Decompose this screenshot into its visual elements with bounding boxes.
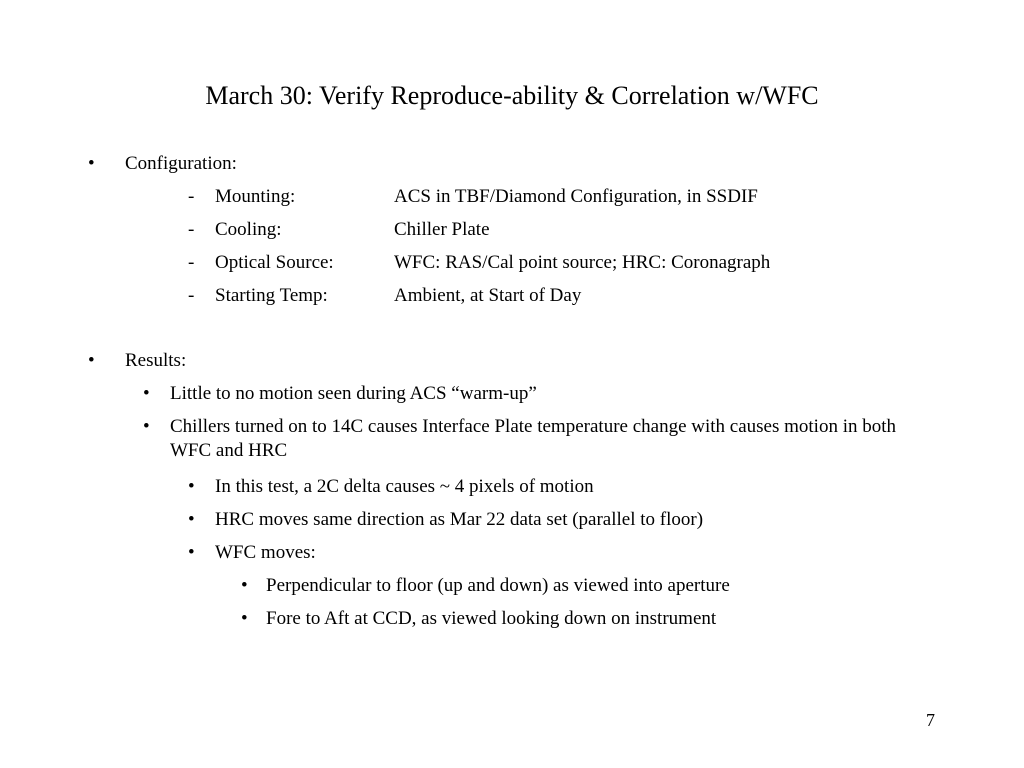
- bullet-icon: •: [143, 383, 150, 404]
- bullet-icon: •: [188, 476, 195, 497]
- results-item-chillers: Chillers turned on to 14C causes Interface Plate temperature change with causes motion in both WFC and HRC: [170, 416, 897, 461]
- dash-icon: -: [188, 285, 195, 306]
- slide-title: March 30: Verify Reproduce-ability & Correlation w/WFC: [205, 81, 819, 110]
- config-label-cooling: Cooling:: [215, 219, 282, 240]
- bullet-icon: •: [88, 153, 95, 174]
- bullet-icon: •: [188, 542, 195, 563]
- bullet-icon: •: [143, 416, 150, 437]
- configuration-heading: Configuration:: [125, 153, 237, 174]
- results-sub-item-wfc: WFC moves:: [215, 542, 316, 563]
- dash-icon: -: [188, 219, 195, 240]
- config-value-starting-temp: Ambient, at Start of Day: [394, 285, 582, 306]
- config-label-mounting: Mounting:: [215, 186, 296, 207]
- bullet-icon: •: [88, 350, 95, 371]
- config-label-starting-temp: Starting Temp:: [215, 285, 328, 306]
- dash-icon: -: [188, 252, 195, 273]
- results-heading: Results:: [125, 350, 187, 371]
- config-value-mounting: ACS in TBF/Diamond Configuration, in SSDIF: [394, 186, 758, 207]
- bullet-icon: •: [241, 575, 248, 596]
- page-number: 7: [926, 710, 935, 730]
- results-item-warm-up: Little to no motion seen during ACS “warm-up”: [170, 383, 537, 404]
- config-value-optical-source: WFC: RAS/Cal point source; HRC: Coronagraph: [394, 252, 771, 273]
- results-sub-item-delta: In this test, a 2C delta causes ~ 4 pixels of motion: [215, 476, 594, 497]
- dash-icon: -: [188, 186, 195, 207]
- wfc-item-fore-to-aft: Fore to Aft at CCD, as viewed looking down on instrument: [266, 608, 717, 629]
- config-label-optical-source: Optical Source:: [215, 252, 334, 273]
- wfc-item-perpendicular: Perpendicular to floor (up and down) as viewed into aperture: [266, 575, 730, 596]
- bullet-icon: •: [188, 509, 195, 530]
- bullet-icon: •: [241, 608, 248, 629]
- config-value-cooling: Chiller Plate: [394, 219, 490, 240]
- results-sub-item-hrc: HRC moves same direction as Mar 22 data set (parallel to floor): [215, 509, 704, 530]
